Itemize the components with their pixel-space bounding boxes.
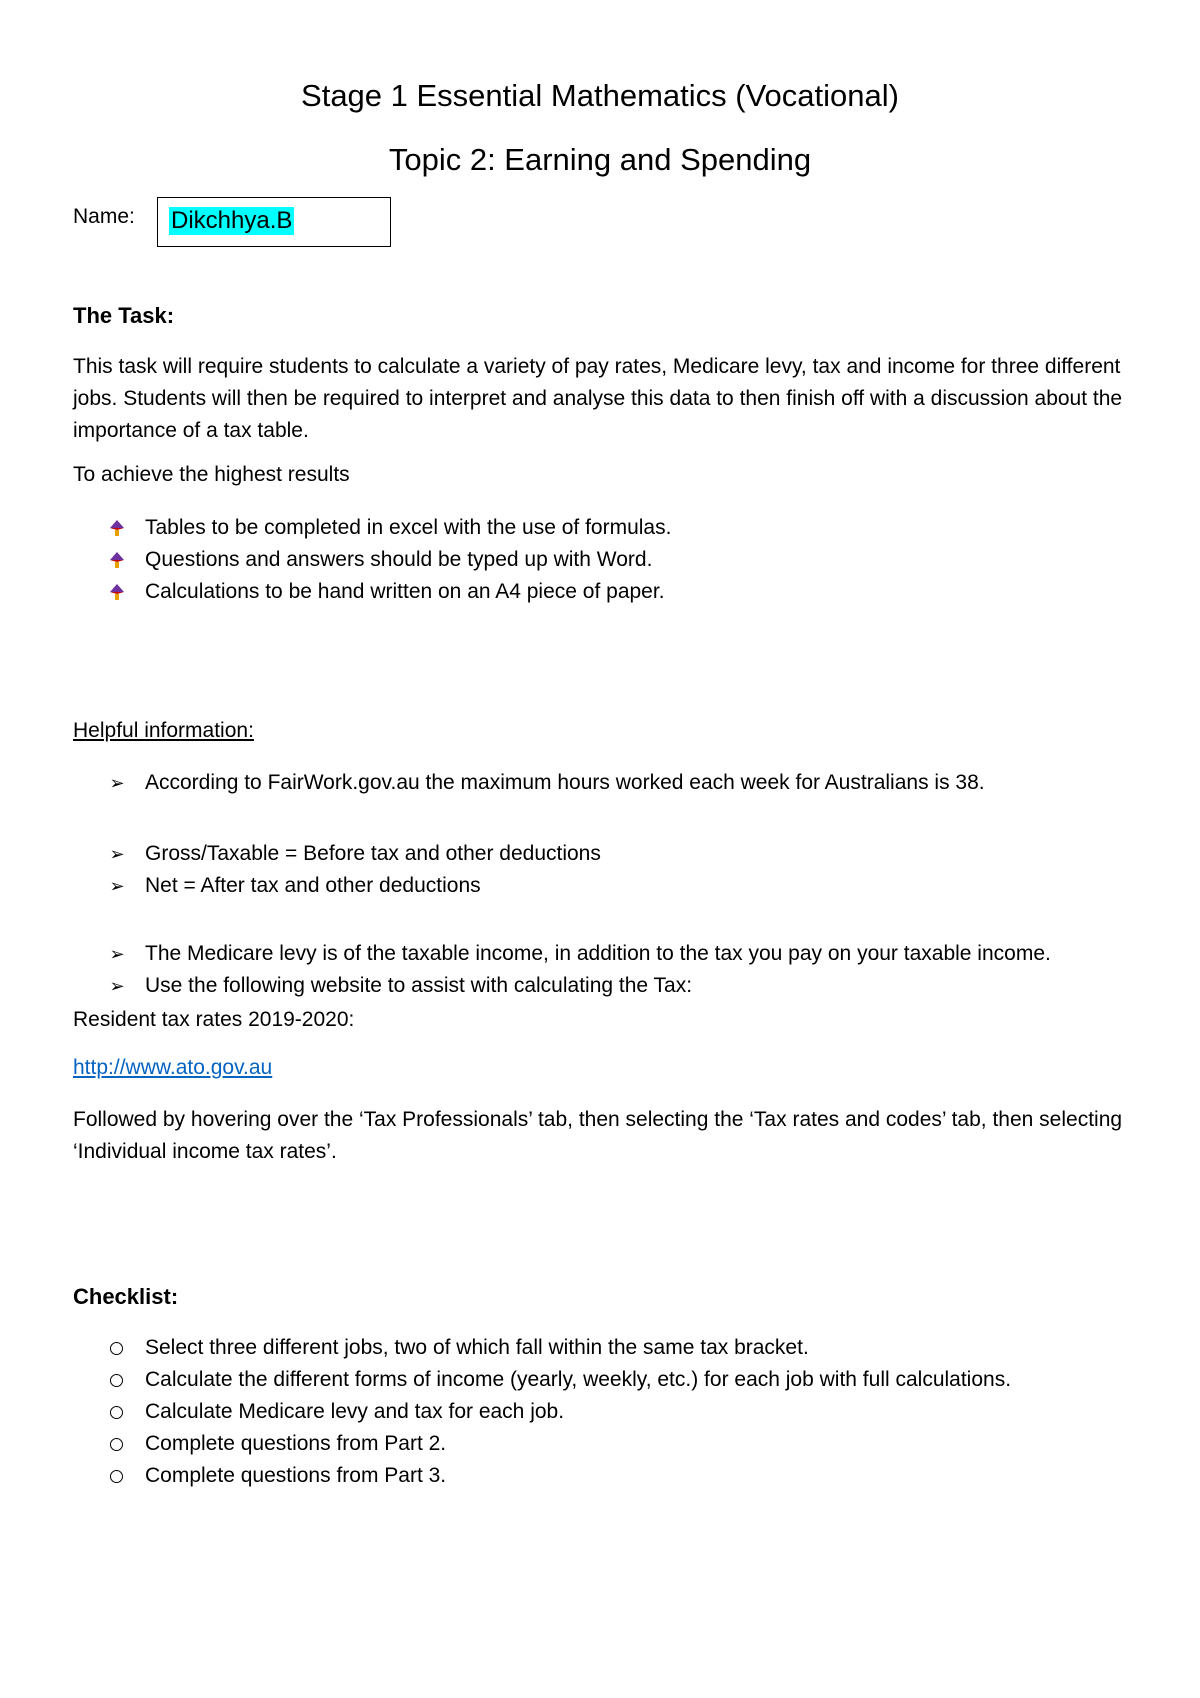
- arrowhead-bullet-icon: ➢: [109, 944, 125, 964]
- arrowhead-bullet-icon: ➢: [109, 773, 125, 793]
- list-item-text: Calculations to be hand written on an A4 piece of paper.: [145, 580, 665, 603]
- checklist-item: [105, 1396, 1145, 1428]
- arrow-bullet-icon: [105, 544, 129, 580]
- checklist-item: [105, 1428, 1145, 1460]
- checklist-item-text: Select three different jobs, two of which fall within the same tax bracket.: [145, 1336, 809, 1359]
- name-value: Dikchhya.B: [171, 207, 293, 234]
- helpful-heading: Helpful information:: [73, 719, 254, 742]
- checklist-heading: Checklist:: [73, 1284, 179, 1309]
- list-item-text: The Medicare levy is of the taxable income, in addition to the tax you pay on your taxable income.: [145, 942, 1051, 965]
- circle-bullet-icon: [110, 1438, 123, 1451]
- arrowhead-bullet-icon: ➢: [109, 844, 125, 864]
- arrowhead-bullet-icon: ➢: [109, 876, 125, 896]
- achieve-list: [105, 512, 1145, 608]
- circle-bullet-icon: [110, 1342, 123, 1355]
- list-item: [105, 544, 1145, 576]
- task-heading: The Task:: [73, 303, 175, 328]
- circle-bullet-icon: [110, 1374, 123, 1387]
- circle-bullet-icon: [110, 1470, 123, 1483]
- achieve-intro: To achieve the highest results: [73, 463, 350, 486]
- checklist-item-text: Calculate Medicare levy and tax for each job.: [145, 1400, 565, 1423]
- checklist-item-text: Complete questions from Part 2.: [145, 1432, 447, 1455]
- arrowhead-bullet-icon: ➢: [109, 976, 125, 996]
- helpful-list-2: [105, 838, 1145, 902]
- ato-link[interactable]: http://www.ato.gov.au: [73, 1056, 273, 1079]
- list-item: [105, 870, 1145, 902]
- list-item-text: According to FairWork.gov.au the maximum hours worked each week for Australians is 38.: [145, 771, 985, 794]
- list-item: [105, 512, 1145, 544]
- list-item-text: Tables to be completed in excel with the use of formulas.: [145, 516, 672, 539]
- resident-tax-rates: Resident tax rates 2019-2020:: [73, 1008, 355, 1031]
- checklist-item: [105, 1364, 1145, 1396]
- task-paragraph: This task will require students to calculate a variety of pay rates, Medicare levy, tax and income for three different jobs. Students will then be required to interpret and analyse this data to then finish off with a discussion about the importance of a tax table.: [73, 355, 1123, 442]
- checklist-item-text: Complete questions from Part 3.: [145, 1464, 447, 1487]
- instructions-paragraph: Followed by hovering over the ‘Tax Professionals’ tab, then selecting the ‘Tax rates and codes’ tab, then selecting ‘Individual income tax rates’.: [73, 1108, 1123, 1163]
- arrow-bullet-icon: [105, 512, 129, 548]
- helpful-list-1: [105, 767, 1145, 799]
- list-item-text: Net = After tax and other deductions: [145, 874, 481, 897]
- name-label: Name:: [73, 205, 135, 228]
- name-field[interactable]: [157, 197, 391, 247]
- list-item: [105, 938, 1145, 970]
- checklist-item: [105, 1332, 1145, 1364]
- arrow-bullet-icon: [105, 576, 129, 612]
- circle-bullet-icon: [110, 1406, 123, 1419]
- document-title: Stage 1 Essential Mathematics (Vocational): [301, 78, 899, 113]
- list-item: [105, 576, 1145, 608]
- checklist-item: [105, 1460, 1145, 1492]
- checklist-list: [105, 1332, 1145, 1492]
- checklist-item-text: Calculate the different forms of income (yearly, weekly, etc.) for each job with full calculations.: [145, 1368, 1012, 1391]
- list-item-text: Gross/Taxable = Before tax and other deductions: [145, 842, 601, 865]
- list-item: [105, 970, 1145, 1002]
- list-item: [105, 838, 1145, 870]
- list-item-text: Use the following website to assist with calculating the Tax:: [145, 974, 693, 997]
- helpful-list-3: [105, 938, 1145, 1002]
- list-item-text: Questions and answers should be typed up with Word.: [145, 548, 653, 571]
- document-subtitle: Topic 2: Earning and Spending: [388, 142, 812, 177]
- list-item: [105, 767, 1145, 799]
